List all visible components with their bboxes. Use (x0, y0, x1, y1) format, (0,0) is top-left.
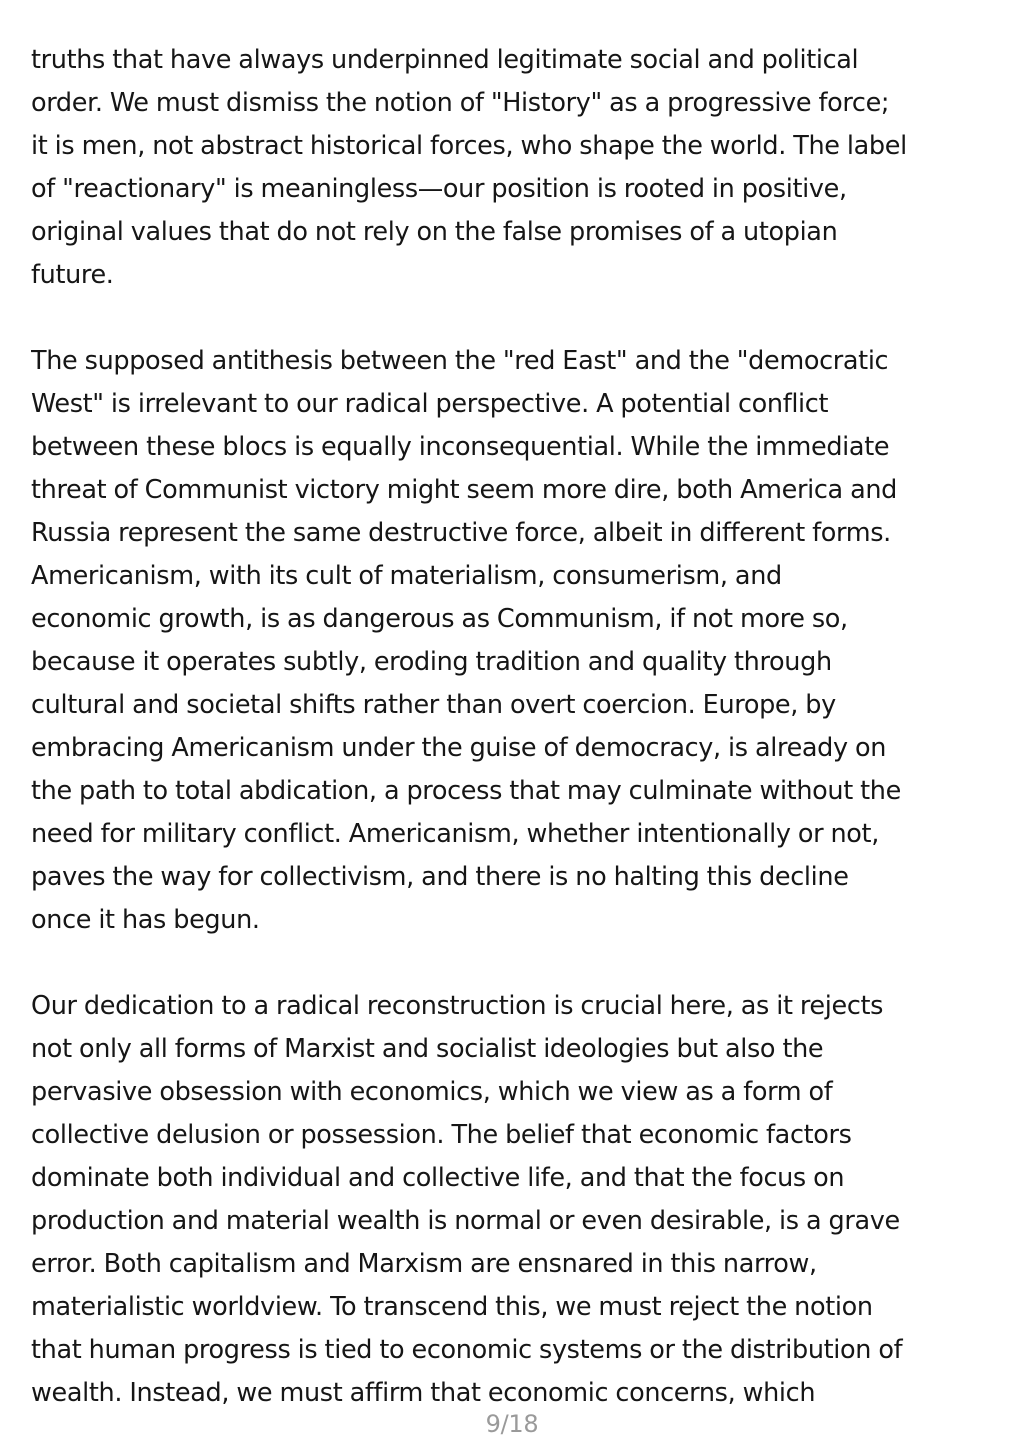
text-line: not only all forms of Marxist and socialist ideologies but also the (31, 1034, 824, 1064)
text-line: dominate both individual and collective life, and that the focus on (31, 1163, 845, 1193)
text-line: of "reactionary" is meaningless—our position is rooted in positive, (31, 174, 847, 204)
paragraph-3 (31, 985, 997, 1411)
paragraph-1 (31, 39, 997, 297)
text-line: cultural and societal shifts rather than overt coercion. Europe, by (31, 690, 836, 720)
text-line: need for military conflict. Americanism, whether intentionally or not, (31, 819, 879, 849)
text-line: The supposed antithesis between the "red East" and the "democratic (31, 346, 889, 376)
text-line: it is men, not abstract historical forces, who shape the world. The label (31, 131, 907, 161)
text-line: order. We must dismiss the notion of "History" as a progressive force; (31, 88, 890, 118)
text-line: Russia represent the same destructive force, albeit in different forms. (31, 518, 891, 548)
text-line: original values that do not rely on the false promises of a utopian (31, 217, 838, 247)
text-line: economic growth, is as dangerous as Communism, if not more so, (31, 604, 848, 634)
text-line: once it has begun. (31, 905, 260, 935)
text-line: Americanism, with its cult of materialism, consumerism, and (31, 561, 782, 591)
text-line: Our dedication to a radical reconstruction is crucial here, as it rejects (31, 991, 884, 1021)
text-line: truths that have always underpinned legitimate social and political (31, 45, 859, 75)
text-line: error. Both capitalism and Marxism are ensnared in this narrow, (31, 1249, 817, 1279)
text-line: paves the way for collectivism, and there is no halting this decline (31, 862, 849, 892)
text-line: the path to total abdication, a process that may culminate without the (31, 776, 901, 806)
text-line: production and material wealth is normal or even desirable, is a grave (31, 1206, 900, 1236)
page-number: 9/18 (485, 1410, 539, 1438)
text-line: wealth. Instead, we must affirm that economic concerns, which (31, 1378, 816, 1408)
text-line: pervasive obsession with economics, which we view as a form of (31, 1077, 833, 1107)
text-line: between these blocs is equally inconsequential. While the immediate (31, 432, 890, 462)
text-line: collective delusion or possession. The belief that economic factors (31, 1120, 852, 1150)
text-line: threat of Communist victory might seem more dire, both America and (31, 475, 898, 505)
text-line: embracing Americanism under the guise of democracy, is already on (31, 733, 887, 763)
text-line: materialistic worldview. To transcend this, we must reject the notion (31, 1292, 873, 1322)
text-line: that human progress is tied to economic systems or the distribution of (31, 1335, 903, 1365)
paragraph-2 (31, 340, 997, 942)
text-line: because it operates subtly, eroding tradition and quality through (31, 647, 832, 677)
text-line: West" is irrelevant to our radical perspective. A potential conflict (31, 389, 829, 419)
document-page (31, 39, 997, 1411)
text-line: future. (31, 260, 114, 290)
